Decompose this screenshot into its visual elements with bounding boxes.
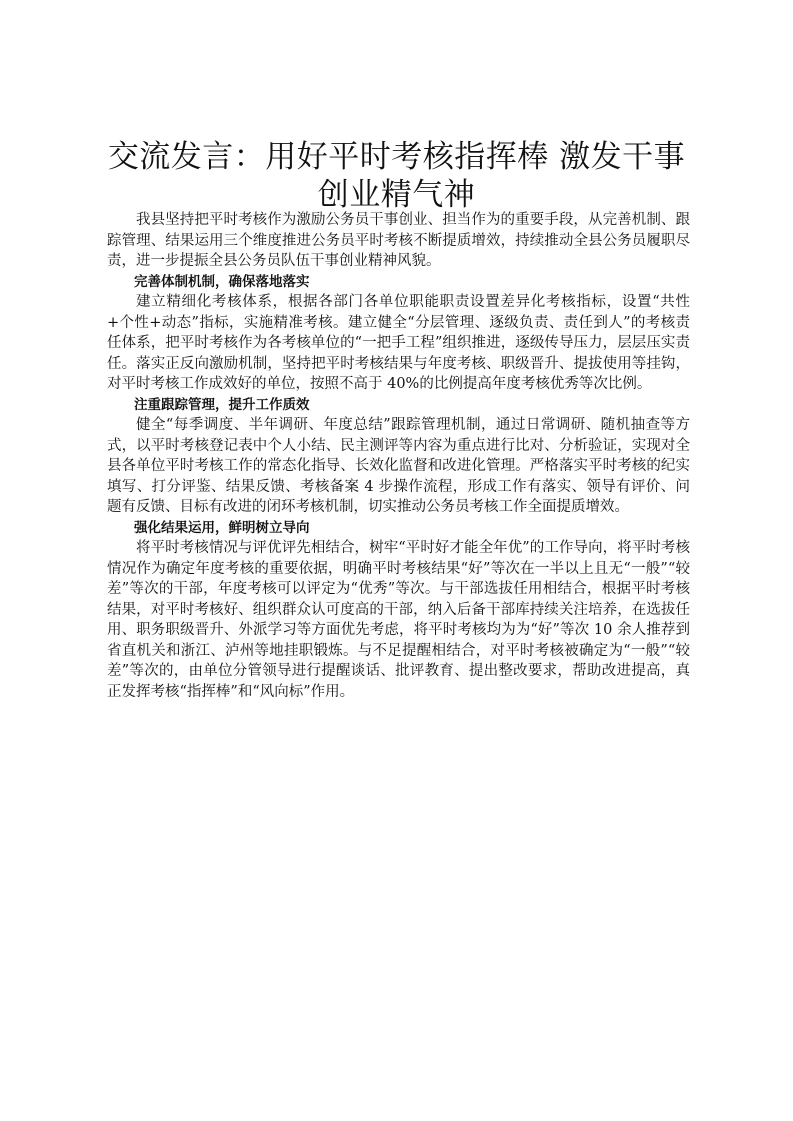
- section-heading-mechanism: 完善体制机制，确保落地落实: [134, 273, 310, 290]
- intro-paragraph: 我县坚持把平时考核作为激励公务员干事创业、担当作为的重要手段，从完善机制、跟踪管理、结果运用三个维度推进公务员平时考核不断提质增效，持续推动全县公务员履职尽责，进一步提振全县公务员队伍干事创业精神风貌。: [107, 212, 690, 269]
- section-heading-results: 强化结果运用，鲜明树立导向: [134, 519, 310, 536]
- section-body-tracking: 健全“每季调度、半年调研、年度总结”跟踪管理机制，通过日常调研、随机抽查等方式，以平时考核登记表中个人小结、民主测评等内容为重点进行比对、分析验证，实现对全县各单位平时考核工作的常态化指导、长效化监督和改进化管理。严格落实平时考核的纪实填写、打分评鉴、结果反馈、考核备案 4 步操作流程，形成工作有落实、领导有评价、问题有反馈、目标有改进的闭环考核机制，切实推动公务员考核工作全面提质增效。: [107, 417, 690, 515]
- document-body: [107, 210, 690, 702]
- section-body-mechanism: 建立精细化考核体系，根据各部门各单位职能职责设置差异化考核指标，设置“共性+个性+动态”指标，实施精准考核。建立健全“分层管理、逐级负责、责任到人”的考核责任体系，把平时考核作为各考核单位的“一把手工程”组织推进，逐级传导压力，层层压实责任。落实正反向激励机制，坚持把平时考核结果与年度考核、职级晋升、提拔使用等挂钩，对平时考核工作成效好的单位，按照不高于 40%的比例提高年度考核优秀等次比例。: [107, 294, 690, 392]
- section-heading-tracking: 注重跟踪管理，提升工作质效: [134, 396, 310, 413]
- document-title: 交流发言：用好平时考核指挥棒 激发干事创业精气神: [107, 139, 686, 213]
- section-body-results: 将平时考核情况与评优评先相结合，树牢“平时好才能全年优”的工作导向，将平时考核情况作为确定年度考核的重要依据，明确平时考核结果“好”等次在一半以上且无“一般”“较差”等次的干部，年度考核可以评定为“优秀”等次。与干部选拔任用相结合，根据平时考核结果，对平时考核好、组织群众认可度高的干部，纳入后备干部库持续关注培养，在选拔任用、职务职级晋升、外派学习等方面优先考虑，将平时考核均为为“好”等次 10 余人推荐到省直机关和浙江、泸州等地挂职锻炼。与不足提醒相结合，对平时考核被确定为“一般”“较差”等次的，由单位分管领导进行提醒谈话、批评教育、提出整改要求，帮助改进提高，真正发挥考核“指挥棒”和“风向标”作用。: [107, 540, 690, 700]
